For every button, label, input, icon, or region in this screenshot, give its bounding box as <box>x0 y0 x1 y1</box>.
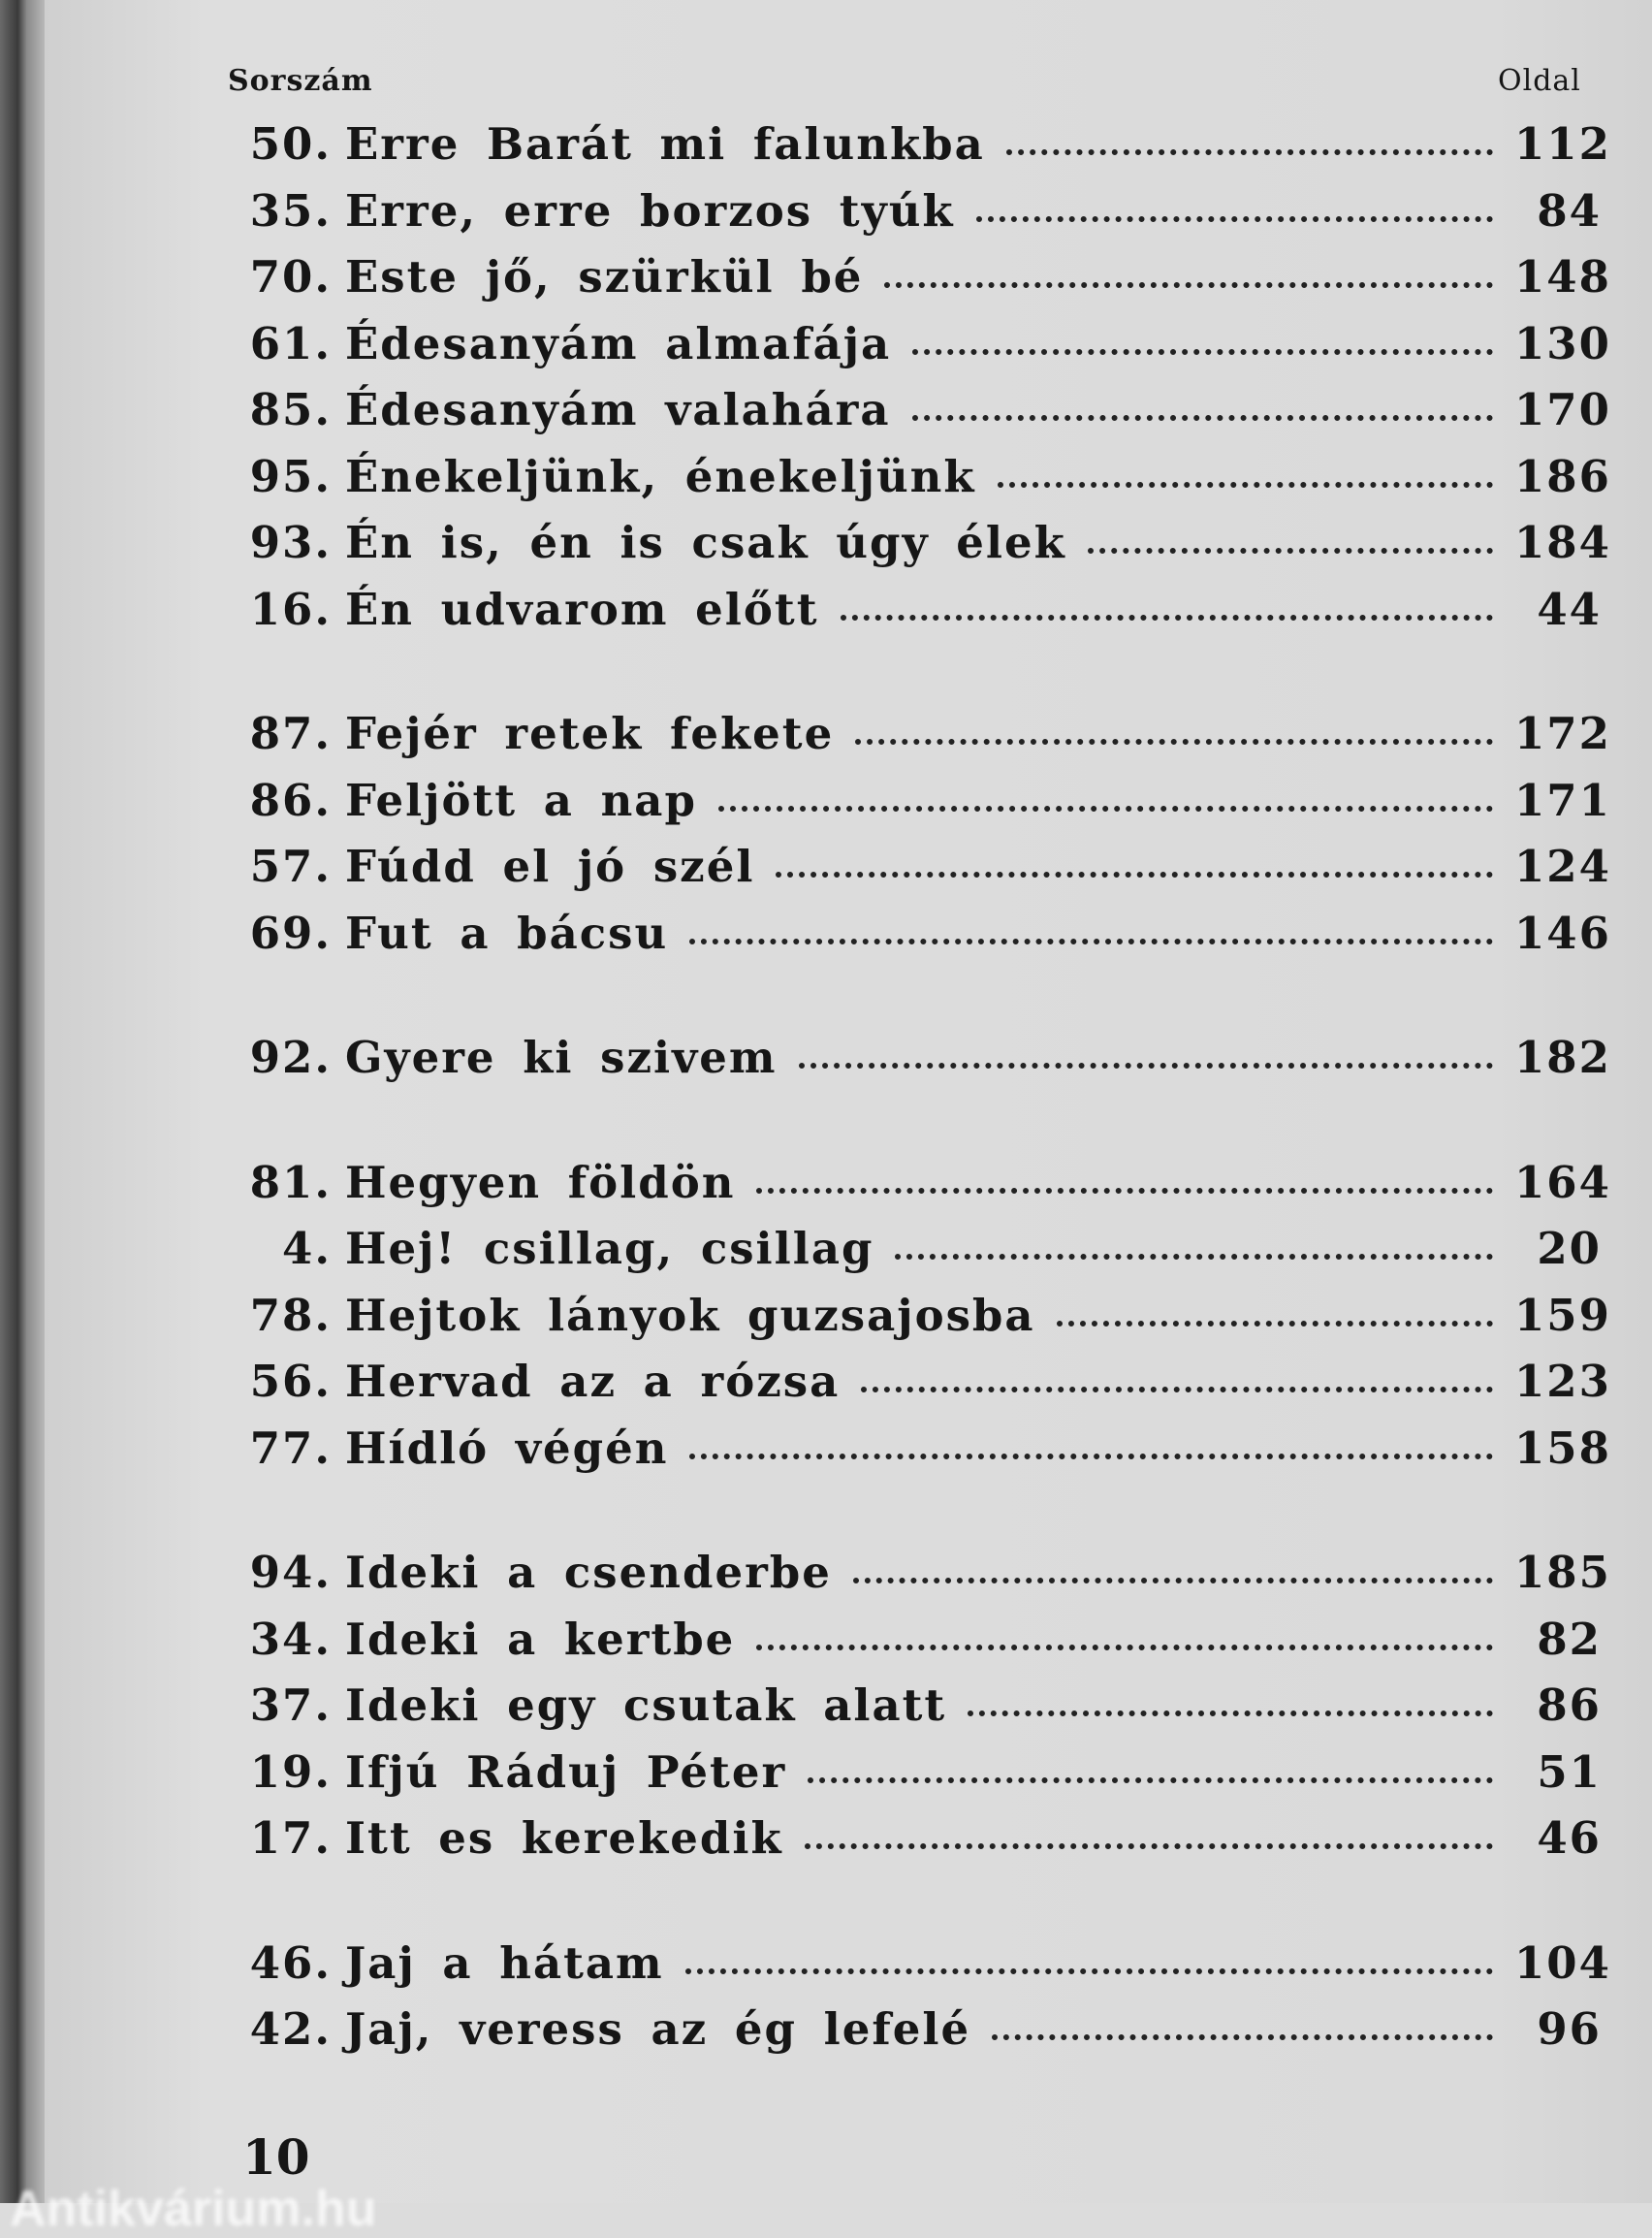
watermark: Antikvárium.hu <box>10 2181 377 2237</box>
dot-leader <box>718 806 1493 812</box>
entry-number: 34. <box>249 1613 332 1665</box>
entry-number: 61. <box>249 317 332 369</box>
dot-leader <box>968 1710 1493 1716</box>
dot-leader <box>808 1777 1493 1783</box>
index-entry <box>225 1936 1611 2004</box>
index-entry <box>225 317 1611 385</box>
entry-number: 87. <box>249 708 332 759</box>
index-group <box>225 1032 1611 1099</box>
dot-leader <box>912 349 1493 355</box>
entry-title: Jaj a hátam <box>345 1936 664 1989</box>
dot-leader <box>998 482 1493 488</box>
dot-leader <box>992 2034 1493 2040</box>
entry-number: 94. <box>249 1547 332 1598</box>
index-entry <box>225 1032 1611 1099</box>
entry-number: 37. <box>249 1679 332 1731</box>
index-group <box>225 1936 1611 2070</box>
entry-number: 57. <box>249 841 332 892</box>
entry-page: 44 <box>1537 583 1602 635</box>
index-entry <box>225 1812 1602 1879</box>
entry-page: 170 <box>1514 384 1611 435</box>
dot-leader <box>799 1063 1493 1069</box>
index-entry <box>225 384 1611 451</box>
entry-page: 84 <box>1537 184 1602 237</box>
entry-number: 35. <box>249 184 332 237</box>
entry-title: Jaj, veress az ég lefelé <box>345 2003 971 2055</box>
entry-title: Ideki egy csutak alatt <box>345 1679 947 1731</box>
entry-page: 86 <box>1537 1679 1602 1731</box>
dot-leader <box>861 1387 1493 1392</box>
index-entry <box>225 841 1611 908</box>
dot-leader <box>855 739 1493 745</box>
index-entry <box>225 1422 1611 1489</box>
index-entry <box>225 907 1611 975</box>
entry-number: 19. <box>249 1745 332 1798</box>
entry-page: 171 <box>1514 774 1611 826</box>
entry-page: 185 <box>1514 1547 1611 1598</box>
index-entry <box>225 708 1611 775</box>
dot-leader <box>884 282 1493 288</box>
dot-leader <box>976 216 1493 222</box>
entry-title: Fut a bácsu <box>345 907 669 959</box>
dot-leader <box>1057 1321 1493 1327</box>
entry-title: Feljött a nap <box>345 774 697 826</box>
entry-title: Fúdd el jó szél <box>345 841 755 892</box>
index-entry <box>225 450 1611 518</box>
entry-page: 82 <box>1537 1613 1602 1665</box>
dot-leader <box>895 1254 1493 1260</box>
entry-page: 164 <box>1514 1156 1611 1208</box>
entry-title: Ideki a csenderbe <box>345 1547 832 1598</box>
entry-number: 77. <box>249 1422 332 1474</box>
entry-title: Én is, én is csak úgy élek <box>345 517 1066 568</box>
entry-page: 186 <box>1514 450 1611 502</box>
entry-page: 182 <box>1514 1032 1611 1083</box>
index-entry <box>225 118 1611 185</box>
dot-leader <box>685 1968 1493 1974</box>
index-group <box>225 708 1611 974</box>
dot-leader <box>805 1843 1493 1849</box>
entry-number: 17. <box>249 1812 332 1864</box>
entry-number: 69. <box>249 907 332 959</box>
entry-title: Fejér retek fekete <box>345 708 835 759</box>
entry-title: Erre Barát mi falunkba <box>345 118 985 170</box>
entry-title: Hervad az a rózsa <box>345 1356 841 1407</box>
index-entry <box>225 1156 1611 1224</box>
entry-page: 46 <box>1537 1812 1602 1864</box>
entry-number: 81. <box>249 1156 332 1208</box>
dot-leader <box>841 615 1494 621</box>
entry-title: Ifjú Ráduj Péter <box>345 1745 787 1798</box>
entry-number: 4. <box>282 1223 332 1274</box>
index-group <box>225 1156 1611 1489</box>
index-entry <box>225 251 1611 318</box>
index-entry <box>225 1614 1602 1680</box>
entry-number: 50. <box>249 118 332 170</box>
entry-title: Erre, erre borzos tyúk <box>345 184 955 237</box>
entry-page: 172 <box>1514 708 1611 759</box>
entry-number: 70. <box>249 251 332 303</box>
column-header-page: Oldal <box>1498 64 1581 98</box>
dot-leader <box>756 1188 1493 1194</box>
entry-title: Édesanyám almafája <box>345 317 892 369</box>
index-entry <box>225 584 1602 651</box>
entry-number: 95. <box>249 450 332 502</box>
entry-title: Hegyen földön <box>345 1156 736 1208</box>
entry-title: Hej! csillag, csillag <box>345 1223 874 1274</box>
entry-title: Este jő, szürkül bé <box>345 251 864 303</box>
index-entry <box>225 1679 1602 1746</box>
entry-number: 56. <box>249 1356 332 1407</box>
entry-page: 112 <box>1514 118 1611 170</box>
entry-page: 20 <box>1537 1223 1602 1274</box>
entry-title: Hídló végén <box>345 1422 669 1474</box>
entry-page: 130 <box>1514 317 1611 369</box>
dot-leader <box>776 872 1493 878</box>
index-entry <box>225 1223 1602 1290</box>
dot-leader <box>853 1578 1493 1583</box>
index-entry <box>225 774 1611 842</box>
entry-number: 42. <box>249 2003 332 2055</box>
dot-leader <box>689 1454 1493 1459</box>
dot-leader <box>756 1645 1493 1650</box>
entry-page: 51 <box>1537 1745 1602 1798</box>
entry-number: 92. <box>249 1032 332 1083</box>
entry-title: Édesanyám valahára <box>345 384 891 435</box>
entry-number: 78. <box>249 1289 332 1341</box>
entry-number: 86. <box>249 774 332 826</box>
dot-leader <box>1088 548 1493 554</box>
index-list <box>225 118 1611 2128</box>
index-group <box>225 1547 1611 1879</box>
entry-page: 184 <box>1514 517 1611 568</box>
index-entry <box>225 2003 1602 2070</box>
index-entry <box>225 185 1602 252</box>
entry-number: 16. <box>249 583 332 635</box>
dot-leader <box>689 939 1493 944</box>
entry-number: 46. <box>249 1936 332 1989</box>
entry-page: 104 <box>1514 1936 1611 1989</box>
index-entry <box>225 1289 1611 1357</box>
entry-title: Hejtok lányok guzsajosba <box>345 1289 1035 1341</box>
entry-page: 148 <box>1514 251 1611 303</box>
entry-title: Én udvarom előtt <box>345 583 819 635</box>
index-entry <box>225 1547 1611 1614</box>
index-group <box>225 118 1611 650</box>
entry-number: 85. <box>249 384 332 435</box>
dot-leader <box>912 415 1494 421</box>
entry-page: 123 <box>1514 1356 1611 1407</box>
entry-number: 93. <box>249 517 332 568</box>
index-entry <box>225 1356 1611 1423</box>
page-number: 10 <box>242 2128 310 2186</box>
entry-page: 146 <box>1514 907 1611 959</box>
entry-page: 159 <box>1514 1289 1611 1341</box>
entry-page: 158 <box>1514 1422 1611 1474</box>
dot-leader <box>1006 149 1493 155</box>
entry-title: Gyere ki szivem <box>345 1032 778 1083</box>
entry-title: Ideki a kertbe <box>345 1613 736 1665</box>
entry-page: 124 <box>1514 841 1611 892</box>
entry-title: Itt es kerekedik <box>345 1812 783 1864</box>
index-entry <box>225 1746 1602 1813</box>
entry-title: Énekeljünk, énekeljünk <box>345 450 976 502</box>
column-header-number: Sorszám <box>228 64 373 98</box>
entry-page: 96 <box>1537 2003 1602 2055</box>
book-spine-edge <box>0 0 45 2203</box>
index-entry <box>225 517 1611 584</box>
